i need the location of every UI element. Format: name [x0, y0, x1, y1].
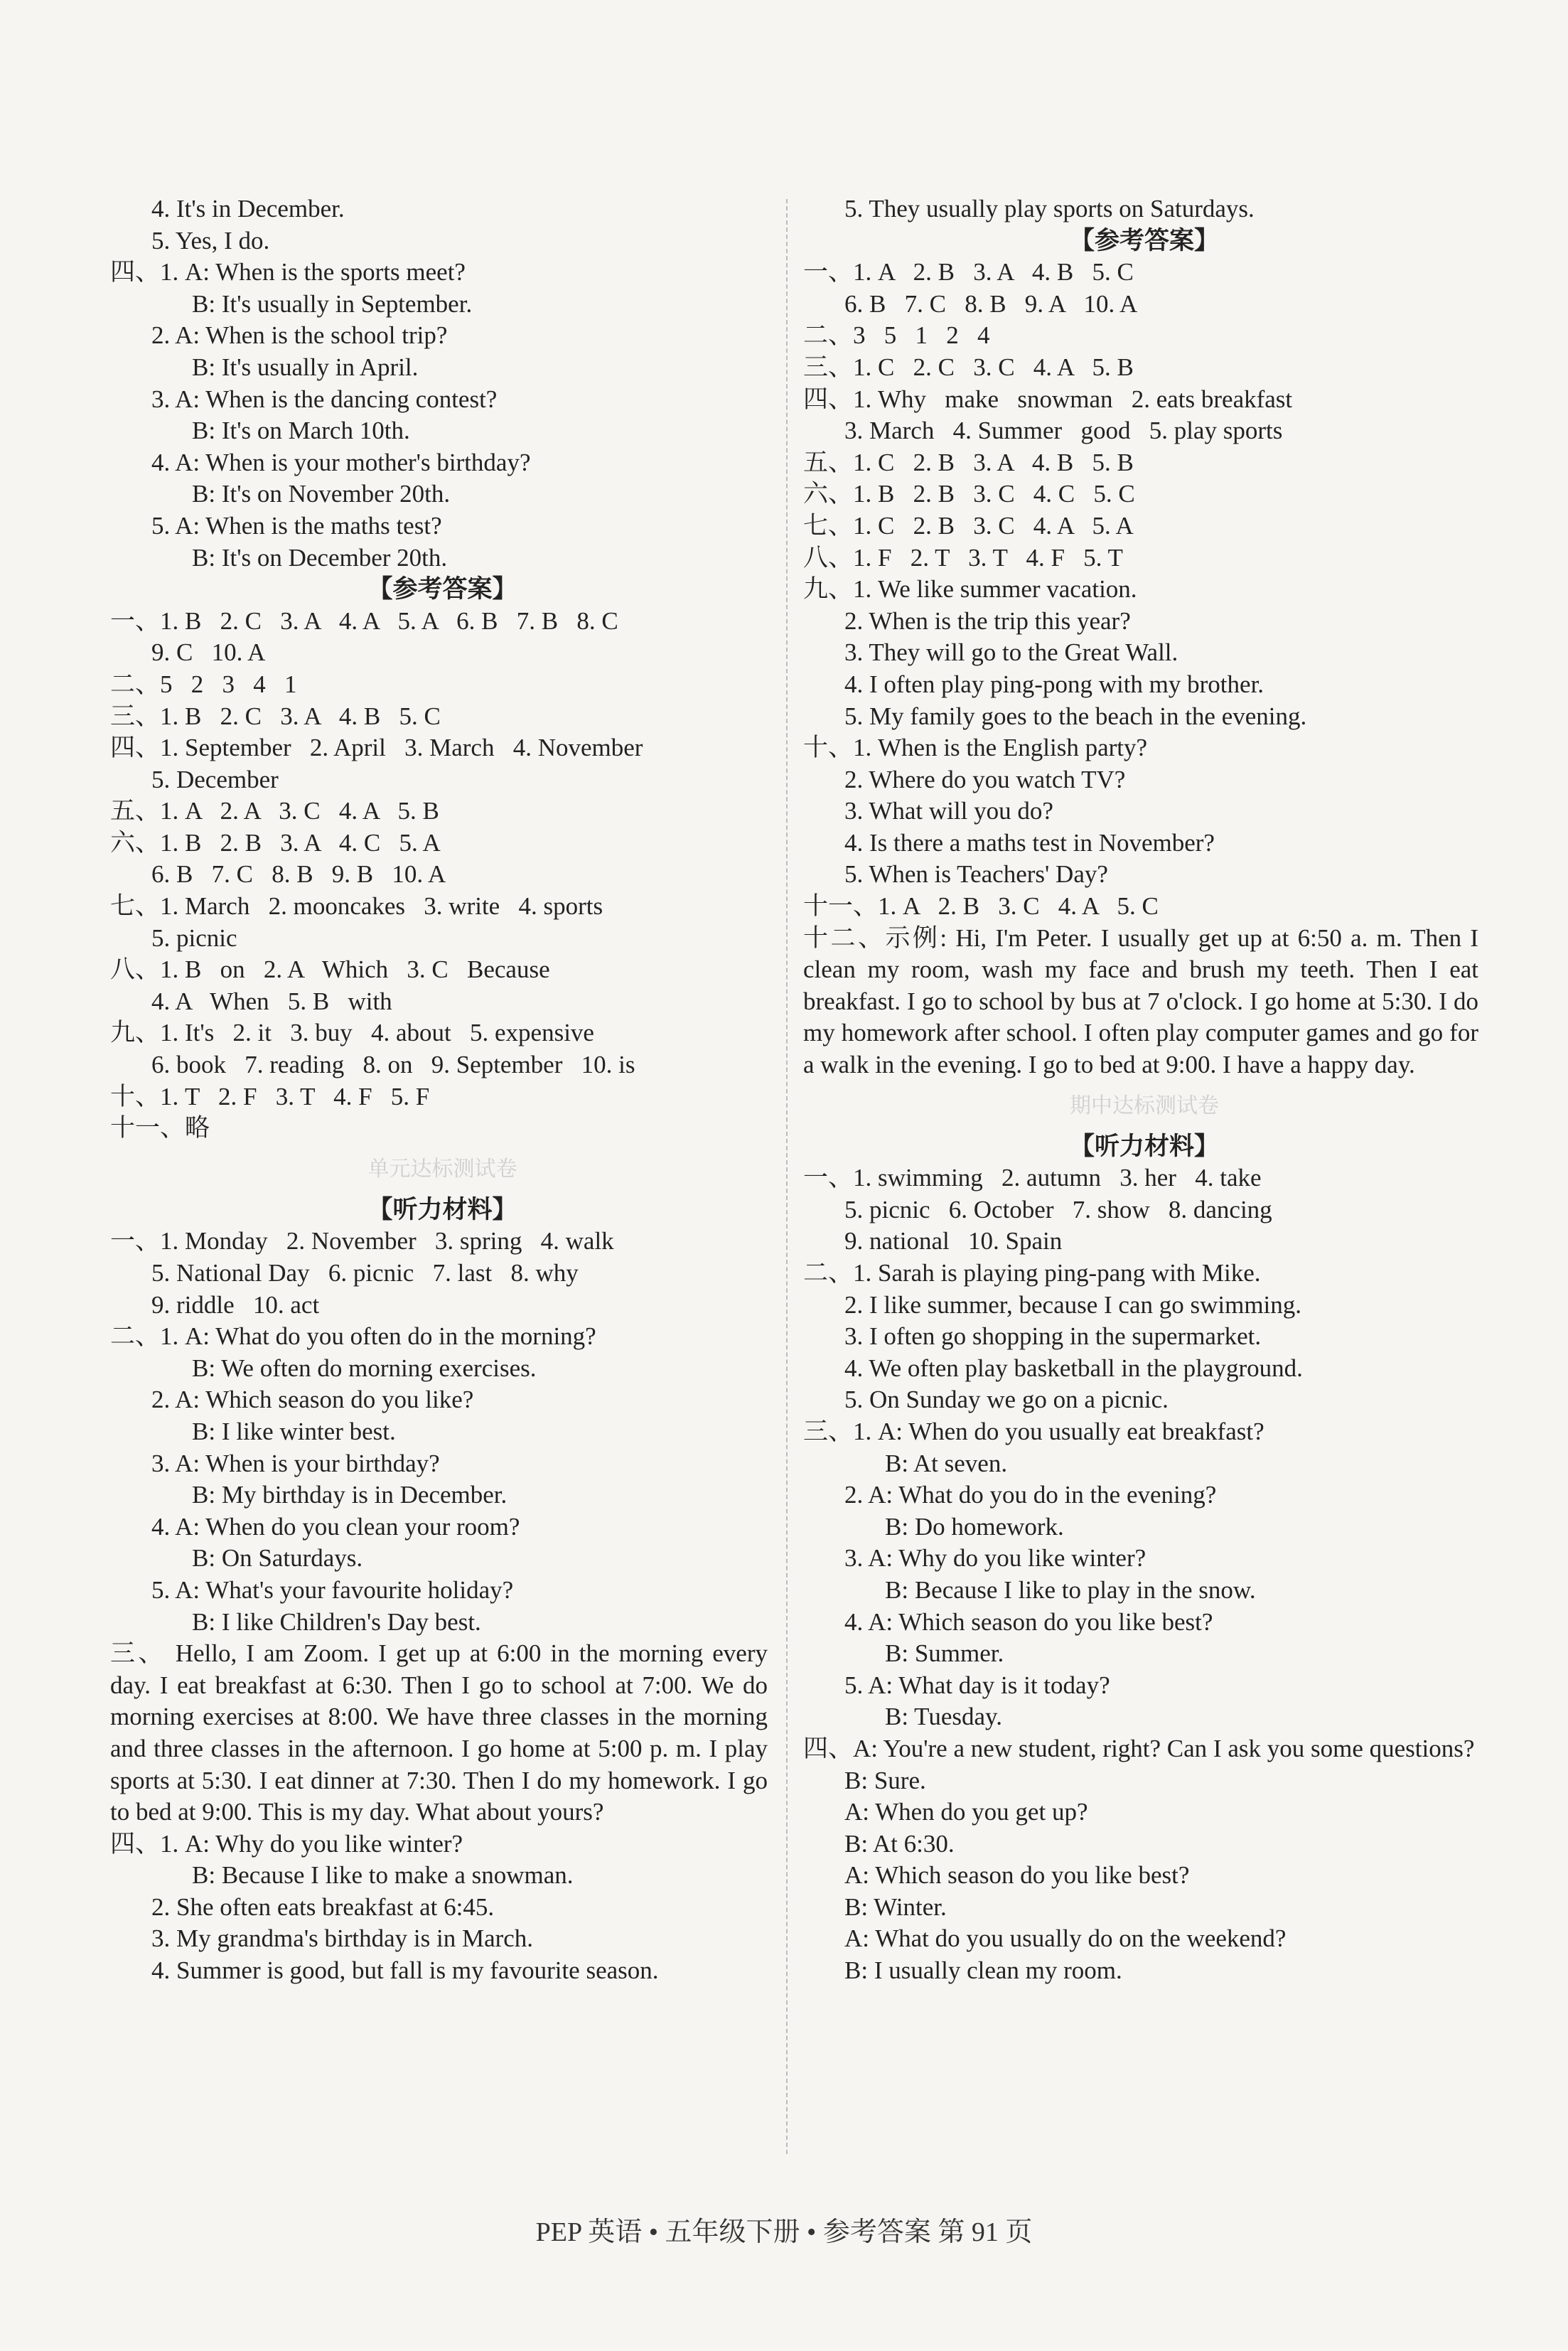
left-line: 2. She often eats breakfast at 6:45.: [151, 1892, 495, 1921]
right-line: 八、1. F 2. T 3. T 4. F 5. T: [803, 543, 1123, 572]
right-line: 六、1. B 2. B 3. C 4. C 5. C: [803, 480, 1135, 508]
right-line: 5. A: What day is it today?: [844, 1671, 1110, 1699]
left-line: 6. book 7. reading 8. on 9. September 10. is: [151, 1051, 635, 1079]
right-line: 期中达标测试卷: [1070, 1093, 1219, 1118]
right-line: 【听力材料】: [1069, 1132, 1219, 1160]
right-line: B: I usually clean my room.: [844, 1956, 1122, 1985]
left-line: 单元达标测试卷: [367, 1157, 517, 1181]
page-footer: PEP 英语 • 五年级下册 • 参考答案 第 91 页: [535, 2217, 1033, 2247]
right-line: A: Which season do you like best?: [844, 1861, 1190, 1890]
right-line: 四、A: You're a new student, right? Can I ask you some questions?: [803, 1734, 1475, 1762]
right-line: B: At 6:30.: [844, 1829, 955, 1858]
right-line: 十一、1. A 2. B 3. C 4. A 5. C: [803, 892, 1159, 921]
right-line: 2. When is the trip this year?: [844, 606, 1131, 635]
left-line: 七、1. March 2. mooncakes 3. write 4. sports: [110, 892, 603, 921]
right-line: 一、1. A 2. B 3. A 4. B 5. C: [803, 258, 1134, 286]
right-line: A: When do you get up?: [844, 1798, 1088, 1826]
left-line: 4. It's in December.: [151, 195, 345, 223]
left-line: 4. A When 5. B with: [151, 987, 392, 1015]
left-line: 4. A: When is your mother's birthday?: [151, 448, 531, 476]
right-line: 3. March 4. Summer good 5. play sports: [844, 417, 1283, 445]
right-line: A: What do you usually do on the weekend?: [844, 1924, 1287, 1953]
left-line: B: It's on March 10th.: [192, 417, 410, 445]
left-line: 2. A: When is the school trip?: [151, 321, 448, 350]
right-line: 3. I often go shopping in the supermarket.: [844, 1322, 1262, 1351]
right-line: 【参考答案】: [1069, 226, 1219, 255]
right-line: 3. What will you do?: [844, 797, 1053, 825]
right-line: B: Do homework.: [885, 1512, 1064, 1541]
left-line: 三、 Hello, I am Zoom. I get up at 6:00 in the morning every day. I eat breakfast at 6:30. Then I go to school at 7:00. We do morning exercises at 8:00. We have three classes in the morning and three classes in the afternoon. I go home at 5:00 p. m. I play sports at 5:30. I eat dinner at 7:30. Then I do my homework. I go to bed at 9:00. This is my day. What about yours?: [110, 1639, 768, 1826]
right-line: 五、1. C 2. B 3. A 4. B 5. B: [803, 448, 1134, 476]
right-line: B: Summer.: [885, 1639, 1004, 1668]
left-line: 九、1. It's 2. it 3. buy 4. about 5. expensive: [110, 1019, 594, 1047]
left-line: 十、1. T 2. F 3. T 4. F 5. F: [110, 1082, 430, 1110]
left-line: 9. C 10. A: [151, 638, 266, 667]
left-line: 八、1. B on 2. A Which 3. C Because: [110, 955, 550, 984]
left-line: B: I like winter best.: [192, 1417, 396, 1445]
left-column: [110, 193, 775, 1987]
left-line: B: We often do morning exercises.: [192, 1354, 537, 1382]
left-line: 三、1. B 2. C 3. A 4. B 5. C: [110, 702, 441, 730]
left-line: 五、1. A 2. A 3. C 4. A 5. B: [110, 797, 439, 825]
left-line: B: Because I like to make a snowman.: [192, 1861, 574, 1890]
left-line: 【参考答案】: [367, 575, 517, 604]
left-line: 二、1. A: What do you often do in the morning?: [110, 1322, 596, 1351]
right-line: 5. They usually play sports on Saturdays.: [844, 195, 1255, 223]
right-line: 2. A: What do you do in the evening?: [844, 1481, 1217, 1509]
right-line: B: At seven.: [885, 1449, 1008, 1477]
right-line: 二、3 5 1 2 4: [803, 321, 990, 350]
left-line: 5. A: What's your favourite holiday?: [151, 1575, 514, 1604]
right-line: B: Winter.: [844, 1892, 947, 1921]
right-line: 3. They will go to the Great Wall.: [844, 638, 1178, 667]
right-line: 6. B 7. C 8. B 9. A 10. A: [844, 289, 1138, 318]
left-line: 六、1. B 2. B 3. A 4. C 5. A: [110, 828, 441, 857]
right-line: 三、1. A: When do you usually eat breakfast?: [803, 1417, 1264, 1445]
left-line: 9. riddle 10. act: [151, 1290, 320, 1319]
left-line: 4. Summer is good, but fall is my favourite season.: [151, 1956, 659, 1985]
right-line: 5. When is Teachers' Day?: [844, 860, 1108, 889]
column-divider: [786, 199, 788, 2154]
left-line: 【听力材料】: [367, 1195, 517, 1223]
left-line: 十一、略: [110, 1114, 210, 1142]
right-line: 九、1. We like summer vacation.: [803, 575, 1137, 604]
right-line: 4. A: Which season do you like best?: [844, 1607, 1213, 1636]
right-line: 十、1. When is the English party?: [803, 734, 1148, 762]
right-line: B: Sure.: [844, 1766, 926, 1794]
right-line: B: Tuesday.: [885, 1703, 1003, 1731]
left-line: 5. National Day 6. picnic 7. last 8. why: [151, 1259, 579, 1287]
left-line: 一、1. Monday 2. November 3. spring 4. walk: [110, 1227, 614, 1255]
right-line: 4. Is there a maths test in November?: [844, 828, 1215, 857]
left-line: 四、1. A: Why do you like winter?: [110, 1829, 463, 1858]
left-line: B: I like Children's Day best.: [192, 1607, 481, 1636]
left-line: 5. Yes, I do.: [151, 226, 270, 255]
left-line: B: It's usually in September.: [192, 289, 473, 318]
left-line: 四、1. A: When is the sports meet?: [110, 258, 466, 286]
right-line: 2. Where do you watch TV?: [844, 765, 1126, 793]
right-line: 4. We often play basketball in the playground.: [844, 1354, 1303, 1382]
right-column: [803, 193, 1486, 1987]
right-line: 一、1. swimming 2. autumn 3. her 4. take: [803, 1164, 1262, 1192]
right-line: 二、1. Sarah is playing ping-pang with Mike.: [803, 1259, 1261, 1287]
left-line: 二、5 2 3 4 1: [110, 670, 297, 698]
right-line: 四、1. Why make snowman 2. eats breakfast: [803, 385, 1293, 413]
right-line: 5. My family goes to the beach in the evening.: [844, 702, 1307, 730]
right-line: 七、1. C 2. B 3. C 4. A 5. A: [803, 511, 1134, 540]
left-line: 5. picnic: [151, 923, 237, 952]
right-line: 9. national 10. Spain: [844, 1227, 1063, 1255]
left-line: 5. A: When is the maths test?: [151, 511, 442, 540]
right-line: 3. A: Why do you like winter?: [844, 1544, 1147, 1573]
left-line: 6. B 7. C 8. B 9. B 10. A: [151, 860, 446, 889]
left-line: 3. My grandma's birthday is in March.: [151, 1924, 534, 1953]
left-line: B: It's usually in April.: [192, 353, 419, 381]
left-line: 一、1. B 2. C 3. A 4. A 5. A 6. B 7. B 8. C: [110, 606, 618, 635]
left-line: 5. December: [151, 765, 279, 793]
right-line: 4. I often play ping-pong with my brother.: [844, 670, 1264, 698]
right-line: 三、1. C 2. C 3. C 4. A 5. B: [803, 353, 1134, 381]
left-line: 3. A: When is your birthday?: [151, 1449, 440, 1477]
left-line: B: My birthday is in December.: [192, 1481, 508, 1509]
left-line: B: It's on November 20th.: [192, 480, 451, 508]
left-line: 四、1. September 2. April 3. March 4. November: [110, 734, 643, 762]
right-line: B: Because I like to play in the snow.: [885, 1575, 1256, 1604]
left-line: B: It's on December 20th.: [192, 543, 448, 572]
right-line: 5. On Sunday we go on a picnic.: [844, 1386, 1169, 1414]
left-line: 4. A: When do you clean your room?: [151, 1512, 520, 1541]
right-line: 十二、示例: Hi, I'm Peter. I usually get up at 6:50 a. m. Then I clean my room, wash my face and brush my teeth. Then I eat breakfast. I go to school by bus at 7 o'clock. I go home at 5:30. I do my homework after school. I often play computer games and go for a walk in the evening. I go to bed at 9:00. I have a happy day.: [803, 923, 1478, 1079]
right-line: 5. picnic 6. October 7. show 8. dancing: [844, 1195, 1272, 1223]
left-line: 2. A: Which season do you like?: [151, 1386, 474, 1414]
right-line: 2. I like summer, because I can go swimming.: [844, 1290, 1302, 1319]
left-line: B: On Saturdays.: [192, 1544, 363, 1573]
left-line: 3. A: When is the dancing contest?: [151, 385, 498, 413]
